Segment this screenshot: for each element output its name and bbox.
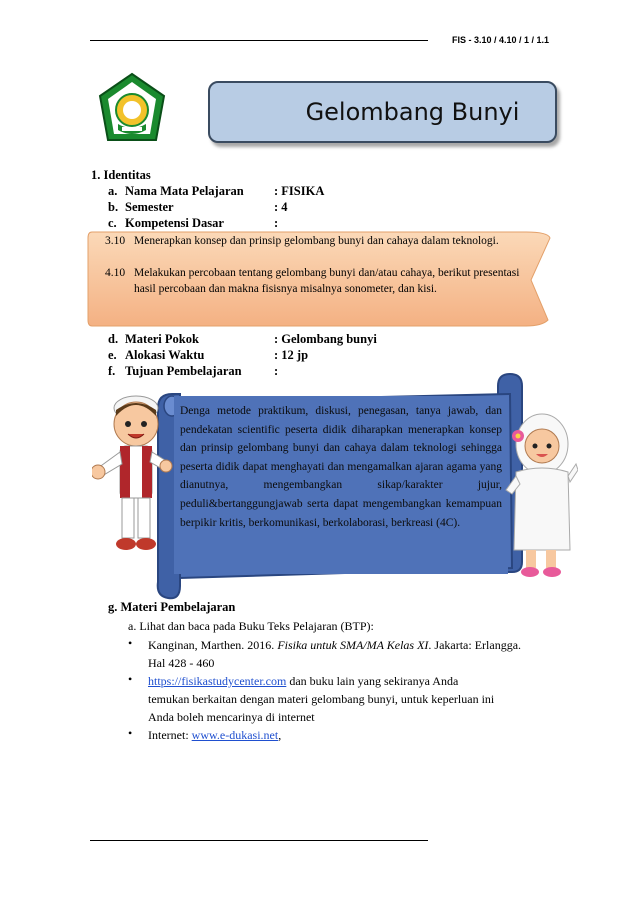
fisikastudycenter-link[interactable]: https://fisikastudycenter.com: [148, 674, 287, 688]
row-value: :: [274, 216, 279, 230]
reference-2-line2: temukan berkaitan dengan materi gelombang bunyi, untuk keperluan ini: [148, 692, 495, 706]
bullet-dot-icon: •: [128, 726, 133, 740]
row-letter: c.: [108, 216, 117, 230]
row-letter: f.: [108, 364, 116, 378]
reference-3-label: Internet:: [148, 728, 192, 742]
reference-2-line3: Anda boleh mencarinya di internet: [148, 710, 315, 724]
reference-2: [148, 672, 568, 726]
page-title: Gelombang Bunyi: [305, 98, 520, 126]
row-label: Materi Pokok: [125, 332, 199, 346]
kd-text: Menerapkan konsep dan prinsip gelombang bunyi dan cahaya dalam teknologi.: [134, 235, 499, 247]
document-code: FIS - 3.10 / 4.10 / 1 / 1.1: [452, 35, 550, 45]
row-label: Tujuan Pembelajaran: [125, 364, 242, 378]
reference-1-pages: Hal 428 - 460: [148, 656, 215, 670]
row-label: Kompetensi Dasar: [125, 216, 224, 230]
section-heading-materi: g. Materi Pembelajaran: [108, 600, 236, 614]
reference-1-book-title: Fisika untuk SMA/MA Kelas XI: [277, 638, 429, 652]
section-heading-identitas: 1. Identitas: [91, 168, 151, 182]
reference-1: [148, 636, 568, 672]
row-letter: e.: [108, 348, 117, 362]
reference-3: [148, 726, 281, 744]
e-dukasi-link[interactable]: www.e-dukasi.net: [191, 728, 279, 742]
row-value: : Gelombang bunyi: [274, 332, 377, 346]
reference-3-comma: ,: [278, 728, 282, 742]
reference-1-publisher: . Jakarta: Erlangga.: [428, 638, 522, 652]
row-value: : 12 jp: [274, 348, 309, 362]
materi-intro: a. Lihat dan baca pada Buku Teks Pelajaran (BTP):: [128, 619, 374, 633]
school-logo: [94, 72, 170, 152]
row-value: :: [274, 364, 279, 378]
footer-rule: [90, 840, 428, 841]
girl-illustration: [504, 410, 578, 580]
row-label: Nama Mata Pelajaran: [125, 184, 244, 198]
row-label: Semester: [125, 200, 174, 214]
row-letter: b.: [108, 200, 119, 214]
kd-text: Melakukan percobaan tentang gelombang bunyi dan/atau cahaya, berikut presentasi hasil percobaan dan makna fisisnya misalnya sonometer, dan kisi.: [134, 267, 520, 295]
row-value: : 4: [274, 200, 288, 214]
kd-number: 3.10: [105, 235, 126, 247]
reference-1-author: Kanginan, Marthen. 2016.: [148, 638, 278, 652]
row-letter: a.: [108, 184, 118, 198]
bullet-dot-icon: •: [128, 636, 133, 650]
boy-illustration: [92, 380, 174, 560]
row-label: Alokasi Waktu: [125, 348, 205, 362]
reference-2-text: dan buku lain yang sekiranya Anda: [286, 674, 459, 688]
bullet-dot-icon: •: [128, 672, 133, 686]
header-rule: [90, 40, 428, 41]
title-box: [208, 81, 557, 143]
tujuan-text: Denga metode praktikum, diskusi, penegasan, tanya jawab, dan pendekatan scientific peserta didik diharapkan menerapkan konsep dan prinsip gelombang bunyi dan cahaya dalam teknologi sehingga peserta didik dapat menghayati dan mengamalkan ajaran agama yang dianutnya, mengembangkan sikap/karakter jujur, peduli&bertanggungjawab serta dapat mengembangkan kemampuan berpikir kritis, berkomunikasi, berkolaborasi, berkreasi (4C).: [180, 405, 502, 529]
row-letter: d.: [108, 332, 119, 346]
row-value: : FISIKA: [274, 184, 325, 198]
kd-number: 4.10: [105, 267, 126, 279]
